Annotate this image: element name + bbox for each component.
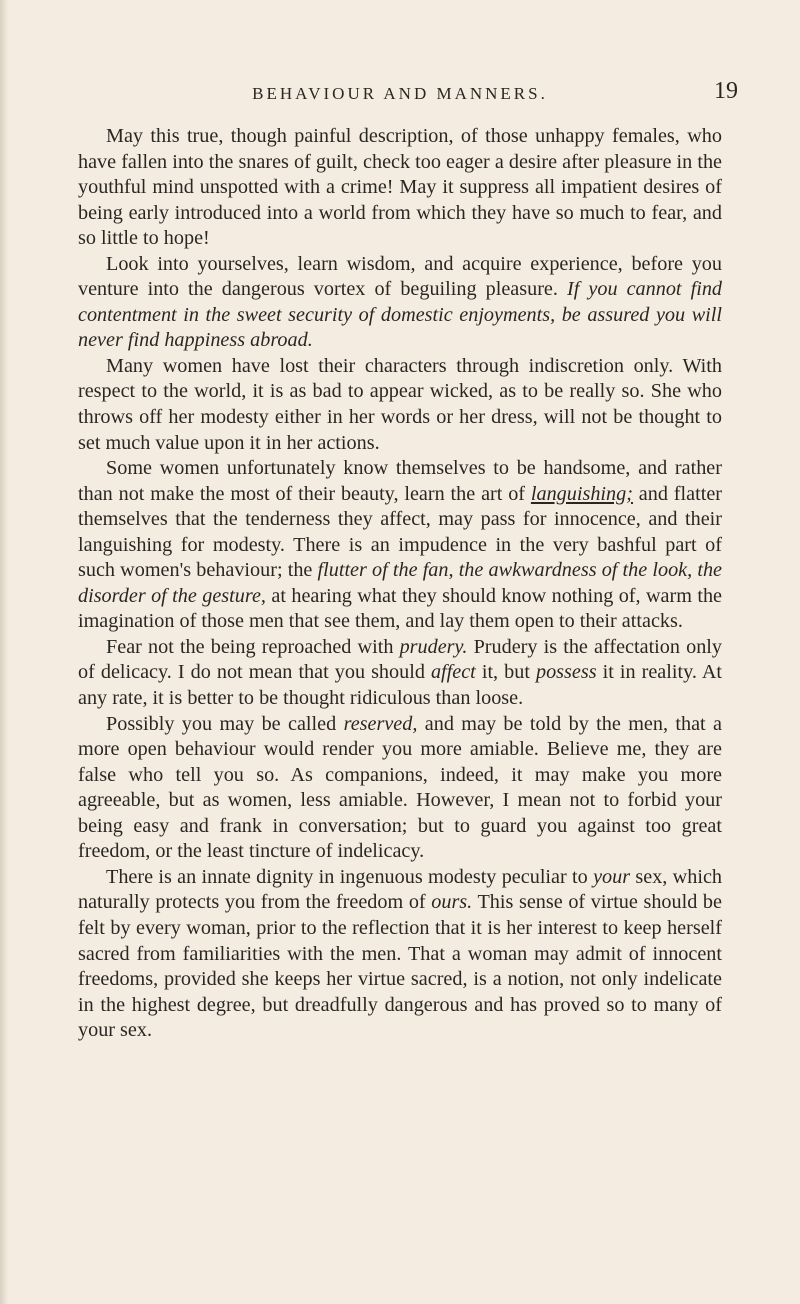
paragraph: Some women unfortunately know themselves to be handsome, and rather than not make the most of their beauty, learn the art of languishing; and flatter themselves that the tenderness they affect, may pass for innocence, and their languishing for modesty. There is an impudence in the very bashful part of such women's behaviour; the flutter of the fan, the awkwardness of the look, the disorder of the gesture, at hearing what they should know nothing of, warm the imagination of those men that see them, and lay them open to their attacks. (78, 457, 722, 633)
paragraph: Look into yourselves, learn wisdom, and acquire experience, before you venture into the dangerous vortex of beguiling pleasure. If you cannot find contentment in the sweet security of domestic enjoyments, be assured you will never find happiness abroad. (78, 252, 723, 352)
paragraph: Many women have lost their characters through indiscretion only. With respect to the world, it is as bad to appear wicked, as to be really so. She who throws off her modesty either in her words or her dress, will not be thought to set much value upon it in her actions. (78, 354, 722, 454)
body-text (78, 124, 722, 1044)
italic-emphasis: affect (430, 661, 476, 684)
italic-emphasis: flutter of the fan, the awkwardness of the look, the disorder of the gesture, (78, 559, 722, 607)
italic-emphasis: your (593, 865, 631, 888)
paragraph: May this true, though painful description, of those unhappy females, who have fallen into the snares of guilt, check too eager a desire after pleasure in the youthful mind unspotted with a crime! May it suppress all impatient desires of being early introduced into a world from which they have so much to fear, and so little to hope! (78, 125, 722, 250)
page-edge-shadow (0, 0, 8, 1304)
paragraph: Fear not the being reproached with prudery. Prudery is the affectation only of delicacy. I do not mean that you should affect it, but possess it in reality. At any rate, it is better to be thought ridiculous than loose. (78, 635, 723, 710)
italic-emphasis: languishing; (530, 482, 633, 505)
italic-emphasis: prudery. (399, 635, 468, 658)
italic-emphasis: possess (535, 661, 597, 684)
italic-emphasis: reserved, (343, 712, 418, 735)
running-head: BEHAVIOUR AND MANNERS. (252, 84, 548, 103)
italic-emphasis: ours. (431, 891, 473, 914)
italic-emphasis: If you cannot find contentment in the sweet security of domestic enjoyments, be assured you will never find happiness abroad. (78, 278, 723, 352)
page-number: 19 (714, 78, 738, 104)
paragraph: There is an innate dignity in ingenuous modesty peculiar to your sex, which naturally protects you from the freedom of ours. This sense of virtue should be felt by every woman, prior to the reflection that it is her interest to keep herself sacred from familiarities with the men. That a woman may admit of innocent freedoms, provided she keeps her virtue sacred, is a notion, not only indelicate in the highest degree, but dreadfully dangerous and has proved so to many of your sex. (78, 865, 722, 1042)
page-header (0, 78, 800, 114)
paragraph: Possibly you may be called reserved, and may be told by the men, that a more open behaviour would render you more amiable. Believe me, they are false who tell you so. As companions, indeed, it may make you more agreeable, but as women, less amiable. However, I mean not to forbid your being easy and frank in conversation; but to guard you against too great freedom, or the least tincture of indelicacy. (78, 712, 722, 863)
